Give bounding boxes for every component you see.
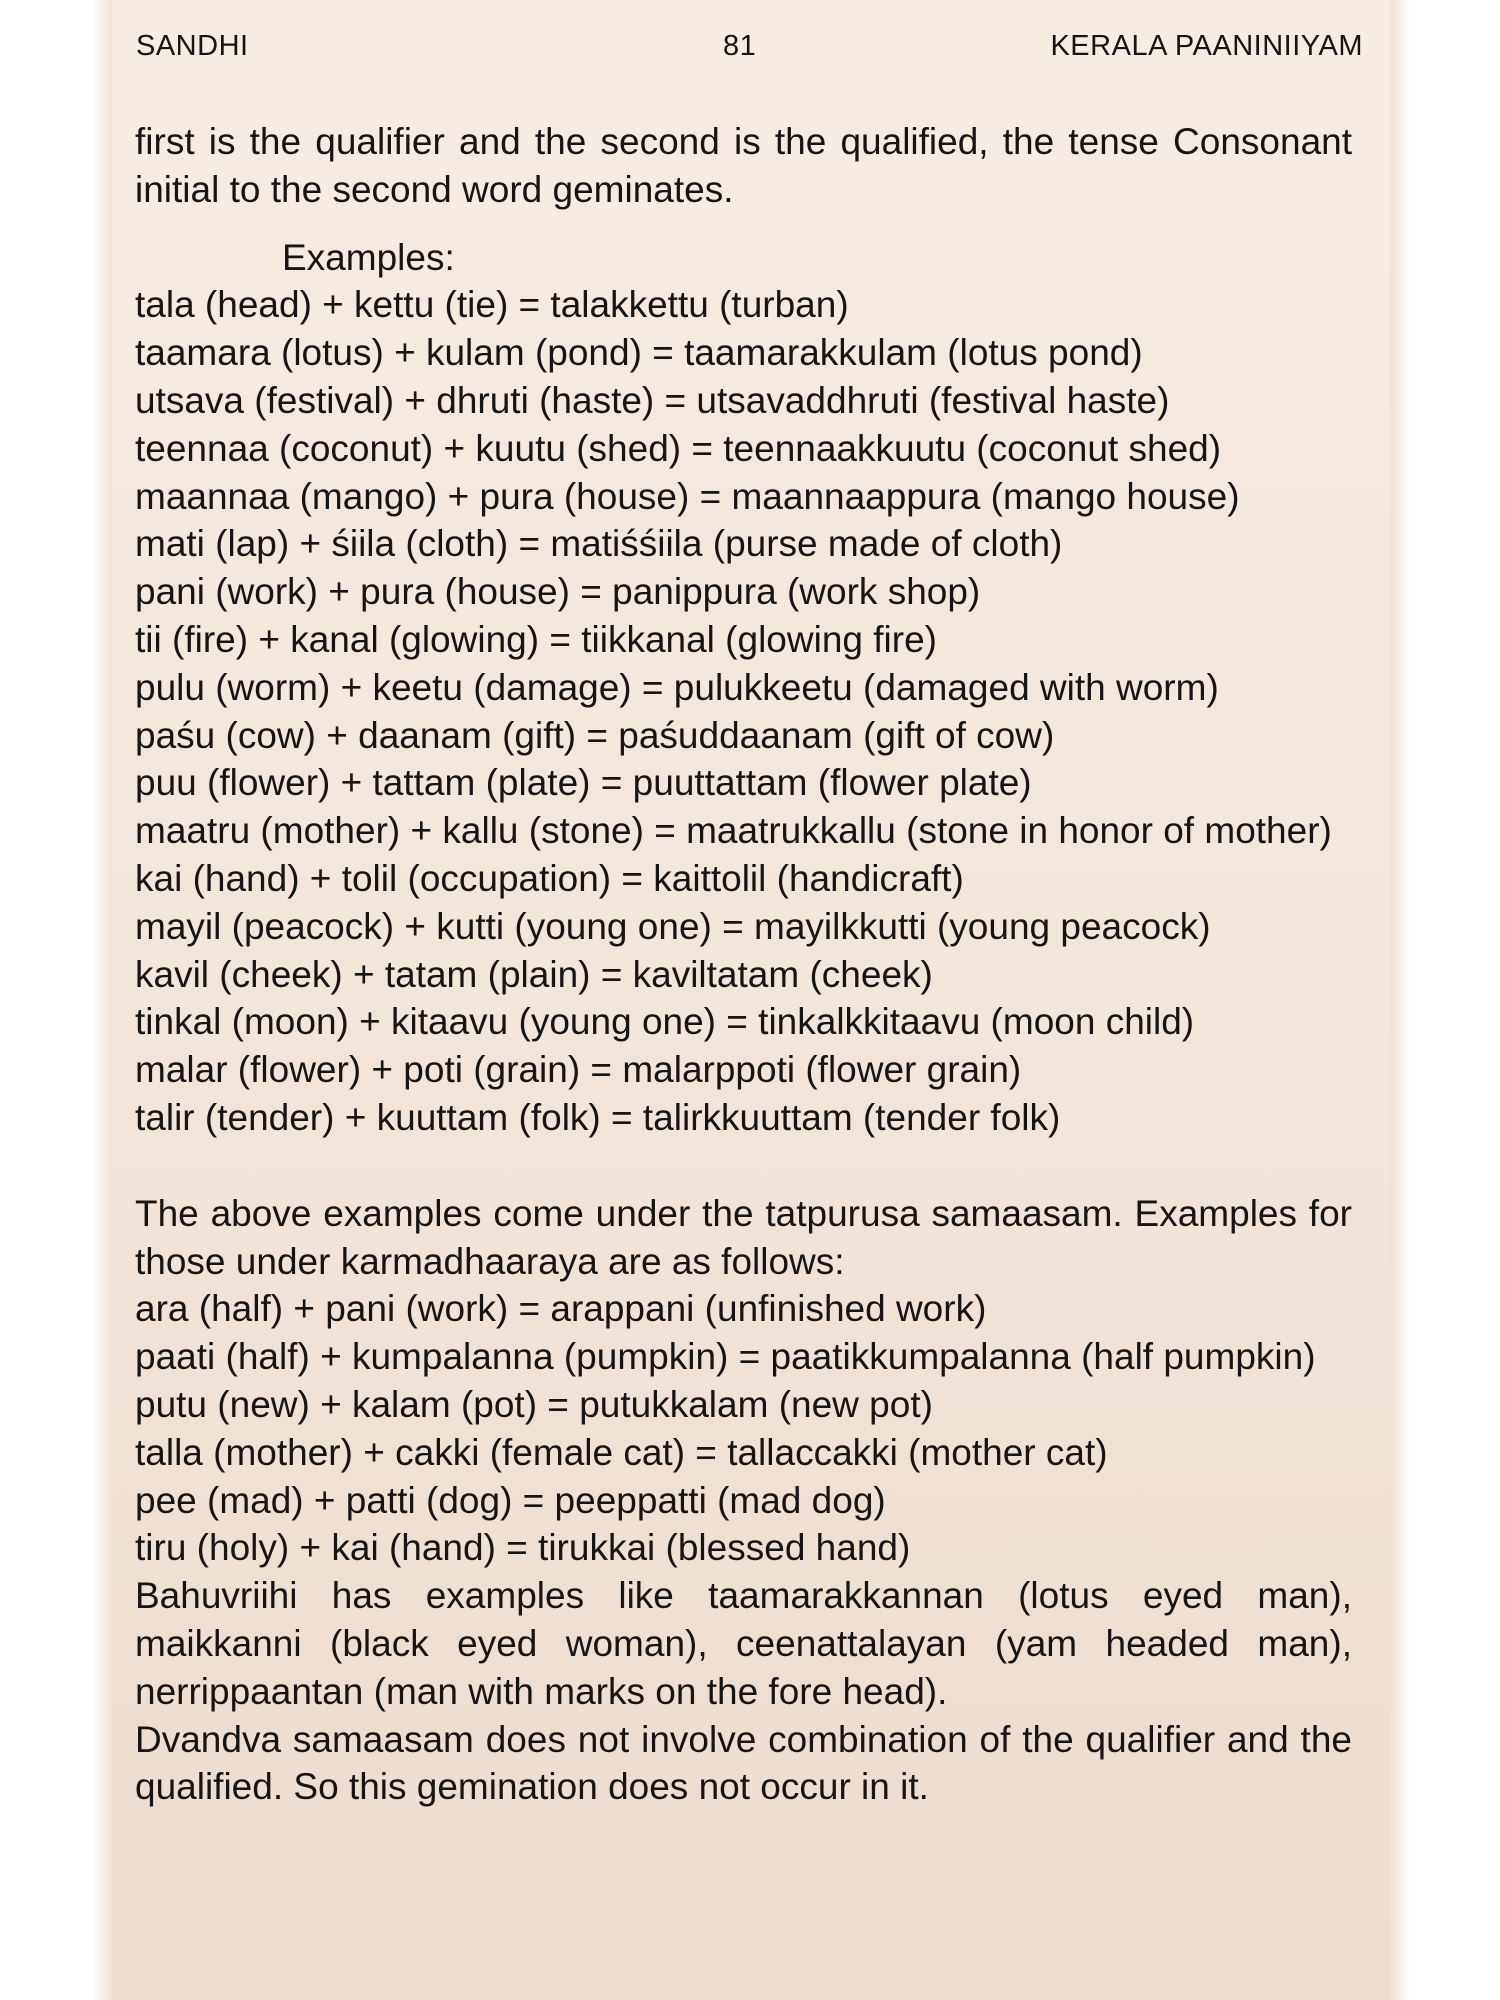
example-line: mati (lap) + śiila (cloth) = matiśśiila (purse made of cloth) <box>135 523 1063 565</box>
example-line: maatru (mother) + kallu (stone) = maatrukkallu (stone in honor of mother) <box>135 810 1332 852</box>
example-line: talir (tender) + kuuttam (folk) = talirkkuuttam (tender folk) <box>135 1096 1061 1138</box>
example-line: pani (work) + pura (house) = panippura (work shop) <box>135 571 981 613</box>
example-line: utsava (festival) + dhruti (haste) = utsavaddhruti (festival haste) <box>135 379 1170 421</box>
example-line: teennaa (coconut) + kuutu (shed) = teennaakkuutu (coconut shed) <box>135 427 1222 469</box>
example-line: tala (head) + kettu (tie) = talakkettu (turban) <box>135 284 849 326</box>
example-line: paśu (cow) + daanam (gift) = paśuddaanam (gift of cow) <box>135 714 1055 756</box>
example-line: ara (half) + pani (work) = arappani (unfinished work) <box>135 1288 987 1330</box>
example-line: tii (fire) + kanal (glowing) = tiikkanal (glowing fire) <box>135 618 937 660</box>
page-number: 81 <box>723 30 757 62</box>
example-line: talla (mother) + cakki (female cat) = tallaccakki (mother cat) <box>135 1431 1108 1473</box>
example-line: pee (mad) + patti (dog) = peeppatti (mad dog) <box>135 1479 886 1521</box>
example-line: kai (hand) + tolil (occupation) = kaittolil (handicraft) <box>135 857 964 899</box>
example-line: taamara (lotus) + kulam (pond) = taamarakkulam (lotus pond) <box>135 332 1143 374</box>
example-line: kavil (cheek) + tatam (plain) = kaviltatam (cheek) <box>135 953 933 995</box>
intro-paragraph: first is the qualifier and the second is the qualified, the tense Consonant initial to the second word geminates. <box>135 121 1352 210</box>
example-line: puu (flower) + tattam (plate) = puuttattam (flower plate) <box>135 762 1032 804</box>
example-line: paati (half) + kumpalanna (pumpkin) = paatikkumpalanna (half pumpkin) <box>135 1336 1316 1378</box>
header-book-title: KERALA PAANINIIYAM <box>1050 30 1363 62</box>
example-line: pulu (worm) + keetu (damage) = pulukkeetu (damaged with worm) <box>135 666 1219 708</box>
example-line: putu (new) + kalam (pot) = putukkalam (new pot) <box>135 1383 933 1425</box>
bahuvriihi-paragraph: Bahuvriihi has examples like taamarakkannan (lotus eyed man), maikkanni (black eyed woman), ceenattalayan (yam headed man), nerrippaantan (man with marks on the fore head). <box>135 1575 1352 1712</box>
transition-paragraph: The above examples come under the tatpurusa samaasam. Examples for those under karmadhaaraya are as follows: <box>135 1192 1352 1282</box>
examples-heading: Examples: <box>282 236 455 278</box>
example-line: tinkal (moon) + kitaavu (young one) = tinkalkkitaavu (moon child) <box>135 1001 1195 1043</box>
example-line: malar (flower) + poti (grain) = malarppoti (flower grain) <box>135 1049 1022 1091</box>
header-section-title: SANDHI <box>136 30 249 62</box>
scan-left-margin <box>0 0 112 2000</box>
running-header <box>136 30 1388 70</box>
tatpurusa-example-list <box>135 281 1352 1141</box>
paragraph-gap <box>135 1142 1352 1190</box>
page-body <box>135 118 1352 1811</box>
example-line: mayil (peacock) + kutti (young one) = mayilkkutti (young peacock) <box>135 905 1211 947</box>
scan-right-margin <box>1390 0 1500 2000</box>
karmadhaaraya-example-list <box>135 1285 1352 1572</box>
example-line: tiru (holy) + kai (hand) = tirukkai (blessed hand) <box>135 1527 911 1569</box>
dvandva-paragraph: Dvandva samaasam does not involve combination of the qualifier and the qualified. So this gemination does not occur in it. <box>135 1718 1352 1808</box>
example-line: maannaa (mango) + pura (house) = maannaappura (mango house) <box>135 475 1240 517</box>
